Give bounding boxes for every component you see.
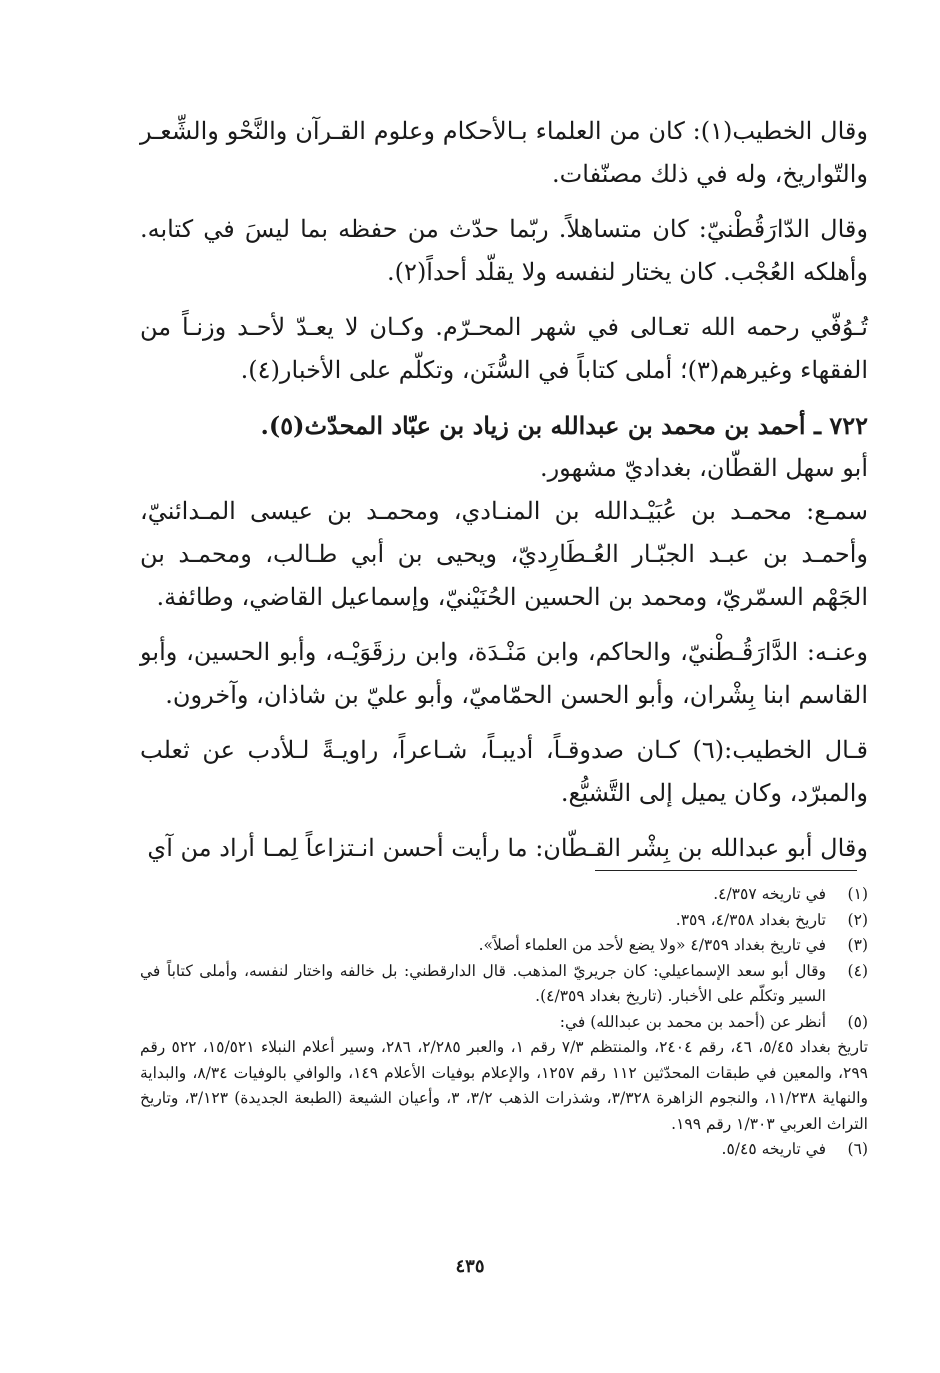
paragraph: وقال أبو عبدالله بن بِشْر القـطّان: ما رأيت أحسن انـتزاعاً لِمـا أراد من آي <box>147 834 868 862</box>
footnote-text: في تاريخه ٤/٣٥٧. <box>713 885 826 903</box>
footnote-continuation: تاريخ بغداد ٥/٤٥، ٤٦، رقم ٢٤٠٤، والمنتظم ٧/٣ رقم ١، والعبر ٢/٢٨٥، ٢٨٦، وسير أعلام النبلاء ١٥/٥٢١، ٥٢٢ رقم ٢٩٩، والمعين في طبقات المحدّثين ١١٢ رقم ١٢٥٧، والإعلام بوفيات الأعلام ١٤٩، والوافي بالوفيات ٨/٣٤، والبداية والنهاية ١١/٢٣٨، والنجوم الزاهرة ٣/٣٢٨، وشذرات الذهب ٣/٢، ٣، وأعيان الشيعة (الطبعة الجديدة) ٣/١٢٣، وتاريخ التراث العربي ١/٣٠٣ رقم ١٩٩. <box>140 1038 869 1133</box>
page-number: ٤٣٥ <box>455 1256 485 1277</box>
footnote-text: أنظر عن (أحمد بن محمد بن عبدالله) في: <box>559 1012 826 1031</box>
footnote-number: (٥) <box>847 1012 868 1031</box>
footnote-number: (٤) <box>847 961 868 980</box>
paragraph: سمـع: محمـد بن عُبَيْـدالله بن المنـادي، ومحمـد بن عيسى المـدائنيّ، وأحمـد بن عبـد الجبّـار العُـطَارِديّ، ويحيى بن أبي طـالب، ومحمـد بن الجَهْم السمّريّ، ومحمد بن الحسين الحُنَيْنيّ، وإسماعيل القاضي، وطائفة. <box>140 497 868 611</box>
footnote-number: (٣) <box>847 936 868 954</box>
footnote-text: وقال أبو سعد الإسماعيلي: كان جريريّ المذهب. قال الدارقطني: بل خالفه واختار لنفسه، وأملى كتاباً في السير وتكلّم على الأخبار. (تاريخ بغداد ٤/٣٥٩). <box>140 961 826 1005</box>
entry-title: ٧٢٢ ـ أحمد بن محمد بن عبدالله بن زياد بن عبّاد المحدّث(٥). <box>260 411 868 440</box>
paragraph: قـال الخطيب:(٦) كـان صدوقـاً، أديبـاً، شـاعراً، راويـةً لـلأدب عن ثعلب والمبرّد، وكان يميل إلى التَّشيُّع. <box>140 736 868 807</box>
footnote <box>140 1137 868 1163</box>
footnote-text: في تاريخ بغداد ٤/٣٥٩ «ولا يضع لأحد من العلماء أصلاً». <box>478 936 826 954</box>
footnote-number: (٦) <box>847 1140 868 1158</box>
paragraph: تُـوُفّي رحمه الله تعـالى في شهر المحـرّم. وكـان لا يعـدّ لأحـد وزنـاً من الفقهاء وغيرهم(٣)؛ أملى كتاباً في السُّنَن، وتكلّم على الأخبار(٤). <box>140 313 868 384</box>
footnote <box>140 933 868 959</box>
footnotes <box>140 882 868 1163</box>
footnote <box>140 959 868 1010</box>
footnote <box>140 1010 868 1036</box>
paragraph: وعنـه: الدَّارَقُـطْنيّ، والحاكم، وابن مَنْـدَة، وابن رزقَوَيْـه، وأبو الحسين، وأبو القاسم ابنا بِشْران، وأبو الحسن الحمّاميّ، وأبو عليّ بن شاذان، وآخرون. <box>140 638 869 709</box>
footnote-number: (٢) <box>847 910 868 929</box>
footnote-number: (١) <box>847 885 868 903</box>
footnote <box>140 882 868 908</box>
footnote-text: في تاريخه ٥/٤٥. <box>721 1140 826 1158</box>
main-text <box>140 110 868 870</box>
footnote-divider <box>595 870 857 871</box>
paragraph: أبو سهل القطّان، بغداديّ مشهور. <box>539 454 868 482</box>
footnote <box>140 908 868 934</box>
paragraph: وقال الدّارَقُطْنيّ: كان متساهلاً. ربّما حدّث من حفظه بما ليسَ في كتابه. وأهلكه العُجْب. كان يختار لنفسه ولا يقلّد أحداً(٢). <box>140 215 868 286</box>
footnote-text: تاريخ بغداد ٤/٣٥٨، ٣٥٩. <box>675 910 826 929</box>
paragraph: وقال الخطيب(١): كان من العلماء بـالأحكام وعلوم القـرآن والنَّحْو والشِّعـر والتّواريخ، وله في ذلك مصنّفات. <box>140 117 868 188</box>
